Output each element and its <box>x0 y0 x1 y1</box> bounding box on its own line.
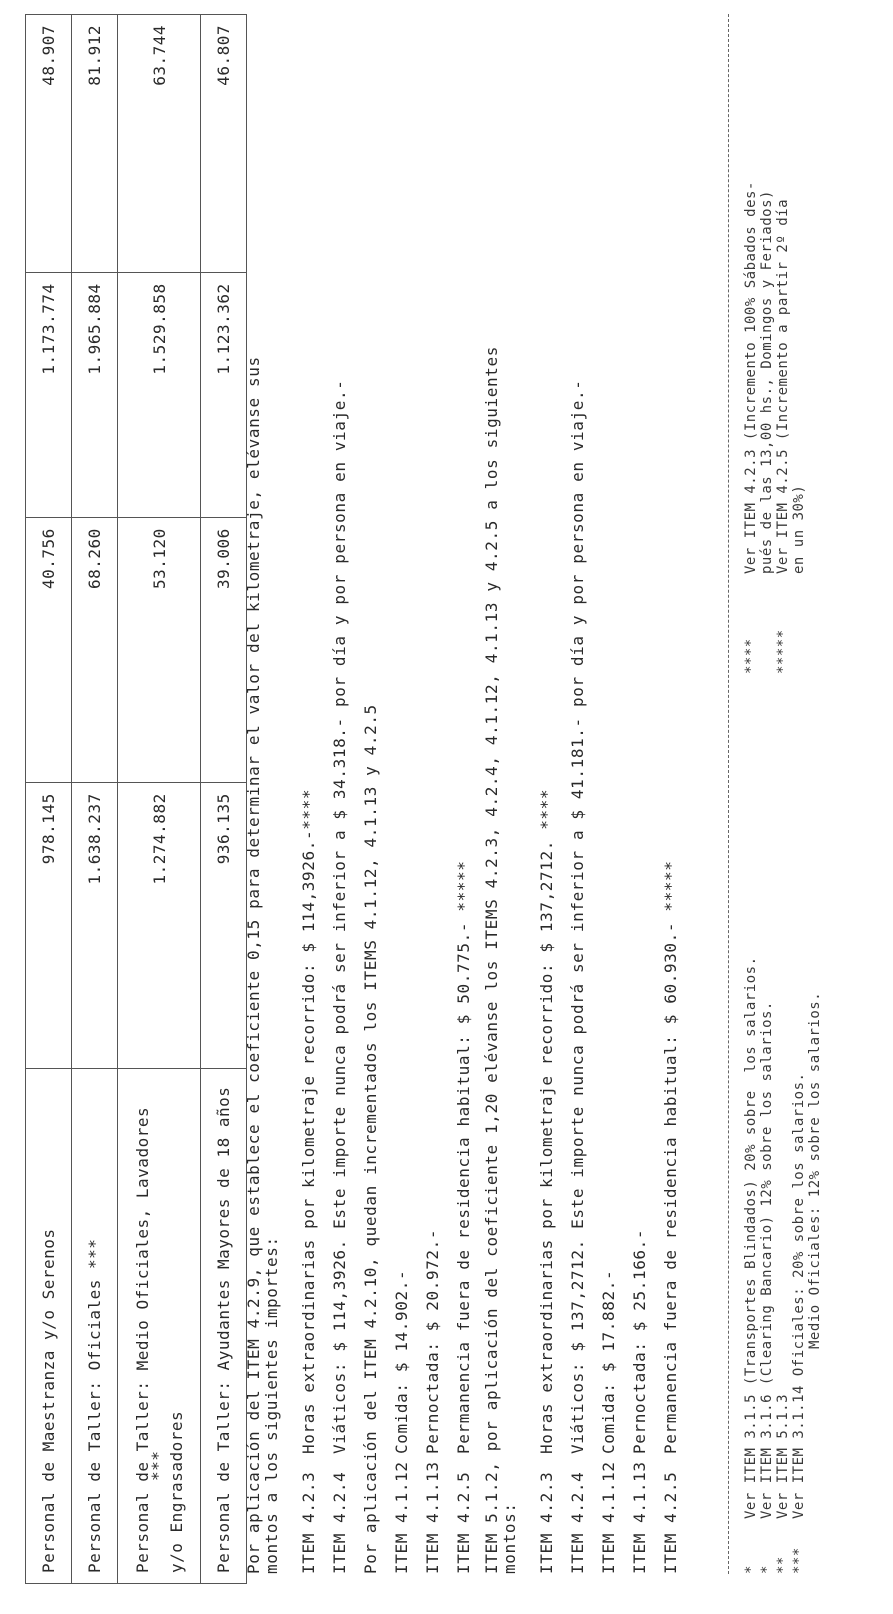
paragraph-line: montos a los siguientes importes: <box>262 1236 281 1574</box>
category-cell: Personal de Taller: Oficiales *** <box>72 1068 118 1583</box>
item-text: Pernoctada: $ 25.166.- <box>630 1228 649 1454</box>
value-cell: 63.744 <box>118 15 201 273</box>
value-cell: 1.274.882 <box>118 783 201 1068</box>
value-cell: 46.807 <box>201 15 247 273</box>
footnote-text: Ver ITEM 4.2.5 (Incremento a partir 2º día <box>775 198 791 574</box>
footnotes-right <box>743 24 807 674</box>
footnote <box>775 24 791 674</box>
footnote <box>743 754 759 1574</box>
item-row <box>386 14 417 1574</box>
footnote-text: Ver ITEM 3.1.5 (Transportes Blindados) 20% sobre los salarios. <box>743 956 759 1519</box>
paragraph <box>355 14 386 1574</box>
category-line: y/o Engrasadores <box>166 1410 186 1573</box>
item-text: Horas extraordinarias por kilometraje recorrido: $ 114,3926.-**** <box>299 788 318 1454</box>
item-row <box>324 14 355 1574</box>
item-code: ITEM 4.1.12 <box>599 1461 618 1574</box>
category-cell <box>118 1068 201 1583</box>
item-text: Permanencia fuera de residencia habitual: $ 50.775.- ***** <box>454 860 473 1454</box>
item-code: ITEM 4.1.12 <box>392 1461 411 1574</box>
footnote-text: Ver ITEM 4.2.3 (Incremento 100% Sábados des- <box>743 181 759 574</box>
item-code: ITEM 4.2.3 <box>299 1471 318 1574</box>
paragraph-line: ITEM 5.1.2, por aplicación del coeficiente 1,20 elévanse los ITEMS 4.2.3, 4.2.4, 4.1.12, 4.1.13 y 4.2.5 a los siguientes <box>482 346 501 1574</box>
item-row <box>531 14 562 1574</box>
item-code: ITEM 4.2.4 <box>568 1471 587 1574</box>
footnote-marker: ***** <box>775 629 791 674</box>
footnote-marker: *** <box>791 1547 807 1574</box>
table-row <box>118 15 201 1584</box>
paragraph <box>483 14 519 1574</box>
footnote-marker: * <box>743 1565 759 1574</box>
value-cell: 936.135 <box>201 783 247 1068</box>
table-row <box>26 15 72 1584</box>
value-cell: 39.006 <box>201 518 247 783</box>
paragraph <box>245 14 281 1574</box>
footnote-continuation: en un 30%) <box>791 484 807 574</box>
item-row <box>624 14 655 1574</box>
wage-table <box>25 14 247 1584</box>
footnote-text: Ver ITEM 3.1.14 Oficiales: 20% sobre los salarios. <box>791 1072 807 1519</box>
footnote <box>743 24 759 674</box>
footnote-text: Ver ITEM 5.1.3 <box>775 1393 791 1519</box>
paragraph-line: montos: <box>500 1502 519 1574</box>
item-text: Viáticos: $ 137,2712. Este importe nunca podrá ser inferior a $ 41.181.- por día y por persona en viaje.- <box>568 379 587 1454</box>
item-text: Permanencia fuera de residencia habitual: $ 60.930.- ***** <box>661 860 680 1454</box>
value-cell: 40.756 <box>26 518 72 783</box>
category-cell: Personal de Maestranza y/o Serenos <box>26 1068 72 1583</box>
category-marker: *** <box>147 1450 167 1481</box>
table-row <box>201 15 247 1584</box>
item-code: ITEM 4.2.3 <box>537 1471 556 1574</box>
item-code: ITEM 4.2.5 <box>454 1471 473 1574</box>
paragraph-line: Por aplicación del ITEM 4.2.10, quedan incrementados los ITEMS 4.1.12, 4.1.13 y 4.2.5 <box>361 704 380 1574</box>
item-row <box>293 14 324 1574</box>
footnotes-left <box>743 754 823 1574</box>
footnote-marker: ** <box>775 1556 791 1574</box>
value-cell: 1.529.858 <box>118 273 201 518</box>
value-cell: 1.173.774 <box>26 273 72 518</box>
footnote-marker: **** <box>743 638 759 674</box>
item-row <box>417 14 448 1574</box>
item-text: Viáticos: $ 114,3926. Este importe nunca podrá ser inferior a $ 34.318.- por día y por persona en viaje.- <box>330 379 349 1454</box>
value-cell: 48.907 <box>26 15 72 273</box>
item-code: ITEM 4.2.5 <box>661 1471 680 1574</box>
value-cell: 978.145 <box>26 783 72 1068</box>
item-code: ITEM 4.1.13 <box>630 1461 649 1574</box>
item-row <box>655 14 686 1574</box>
footnote-marker: * <box>759 1565 775 1574</box>
value-cell: 81.912 <box>72 15 118 273</box>
document-body <box>245 14 686 1574</box>
paragraph-line: Por aplicación del ITEM 4.2.9, que establece el coeficiente 0,15 para determinar el valor del kilometraje, elévanse sus <box>244 356 263 1574</box>
value-cell: 1.123.362 <box>201 273 247 518</box>
footnote-text: Ver ITEM 3.1.6 (Clearing Bancario) 12% sobre los salarios. <box>759 1001 775 1519</box>
footnote <box>775 754 791 1574</box>
footnote <box>791 754 807 1574</box>
item-row <box>562 14 593 1574</box>
value-cell: 68.260 <box>72 518 118 783</box>
value-cell: 53.120 <box>118 518 201 783</box>
item-row <box>448 14 479 1574</box>
footnotes <box>728 14 874 1574</box>
item-row <box>593 14 624 1574</box>
item-text: Comida: $ 17.882.- <box>599 1269 618 1454</box>
category-cell: Personal de Taller: Ayudantes Mayores de 18 años <box>201 1068 247 1583</box>
item-code: ITEM 4.2.4 <box>330 1471 349 1574</box>
footnote <box>759 754 775 1574</box>
value-cell: 1.638.237 <box>72 783 118 1068</box>
category-line: Personal de Taller: Medio Oficiales, Lavadores <box>132 1106 152 1573</box>
footnote-continuation: Medio Oficiales: 12% sobre los salarios. <box>807 991 823 1349</box>
value-cell: 1.965.884 <box>72 273 118 518</box>
item-text: Pernoctada: $ 20.972.- <box>423 1228 442 1454</box>
table-row <box>72 15 118 1584</box>
item-code: ITEM 4.1.13 <box>423 1461 442 1574</box>
footnote-continuation: pués de las 13,00 hs., Domingos y Feriados) <box>759 190 775 574</box>
item-text: Horas extraordinarias por kilometraje recorrido: $ 137,2712. **** <box>537 788 556 1454</box>
item-text: Comida: $ 14.902.- <box>392 1269 411 1454</box>
